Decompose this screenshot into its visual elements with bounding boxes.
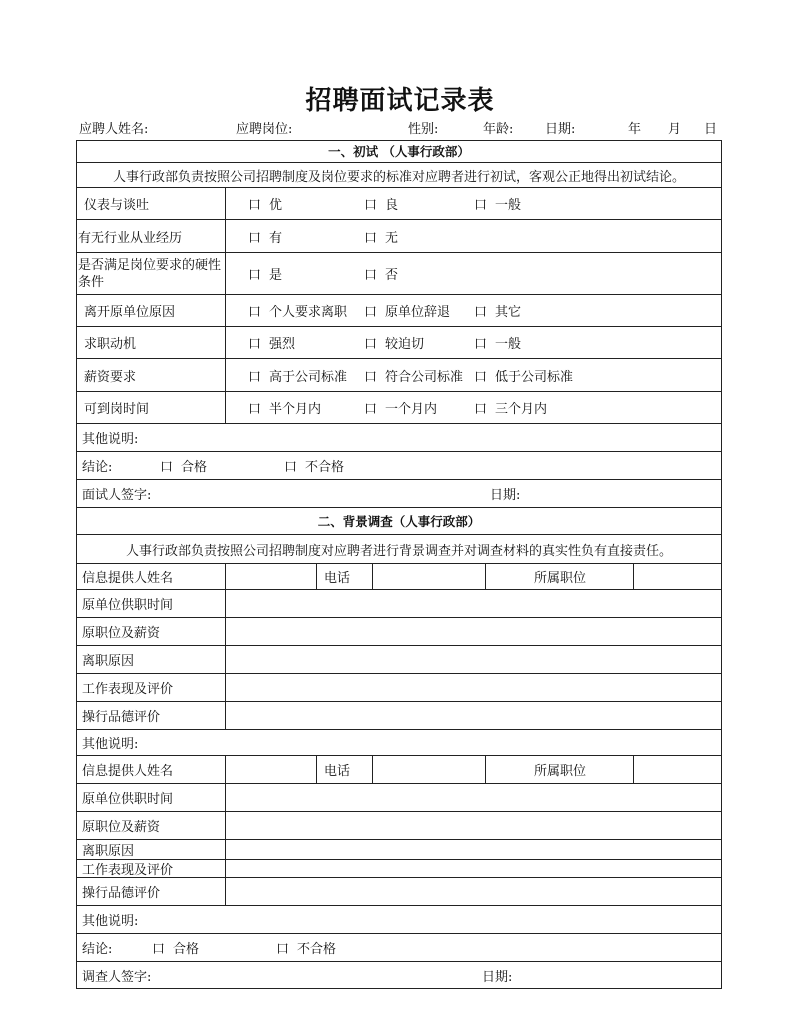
option-checkbox[interactable]: 口 个人要求离职 — [248, 305, 348, 320]
conclusion-row — [76, 452, 722, 480]
provider-row — [76, 564, 722, 590]
background-field-row[interactable] — [76, 590, 722, 618]
option-checkbox[interactable]: 口 强烈 — [248, 337, 296, 352]
option-checkbox[interactable]: 口 一般 — [474, 198, 522, 213]
field-label: 工作表现及评价 — [82, 863, 174, 878]
section2-intro: 人事行政部负责按照公司招聘制度对应聘者进行背景调查并对调查材料的真实性负有直接责任。 — [125, 543, 672, 559]
criteria-row — [76, 392, 722, 424]
field-label: 原单位供职时间 — [82, 598, 174, 613]
provider-name-label: 信息提供人姓名 — [82, 764, 174, 779]
fail-checkbox[interactable]: 口 不合格 — [276, 942, 337, 957]
option-checkbox[interactable]: 口 低于公司标准 — [474, 369, 574, 385]
criteria-label: 求职动机 — [84, 337, 137, 352]
criteria-row — [76, 295, 722, 327]
option-checkbox[interactable]: 口 一个月内 — [364, 402, 438, 417]
phone-label: 电话 — [324, 764, 351, 779]
background-field-row[interactable] — [76, 812, 722, 840]
section1-title: 一、初试 （人事行政部） — [328, 144, 470, 159]
investigator-sign-label: 调查人签字: — [82, 970, 152, 985]
criteria-label: 可到岗时间 — [84, 402, 150, 417]
option-checkbox[interactable]: 口 优 — [248, 198, 283, 213]
background-field-row[interactable] — [76, 840, 722, 860]
criteria-row — [76, 327, 722, 359]
other-notes-label: 其他说明: — [82, 914, 139, 929]
fail-checkbox[interactable]: 口 不合格 — [284, 460, 345, 475]
option-checkbox[interactable]: 口 一般 — [474, 337, 522, 352]
field-label: 离职原因 — [82, 844, 135, 859]
interviewer-sign-row[interactable] — [76, 480, 722, 508]
background-field-row[interactable] — [76, 878, 722, 906]
day-label: 日 — [704, 122, 718, 137]
other-notes-label: 其他说明: — [82, 737, 139, 752]
provider-position-label: 所属职位 — [534, 764, 587, 779]
option-checkbox[interactable]: 口 良 — [364, 198, 399, 213]
criteria-row — [76, 220, 722, 253]
phone-label: 电话 — [324, 571, 351, 586]
option-checkbox[interactable]: 口 较迫切 — [364, 337, 425, 352]
page-title: 招聘面试记录表 — [305, 86, 495, 116]
section2-intro-row — [76, 535, 722, 564]
other-notes-row[interactable] — [76, 424, 722, 452]
interviewer-sign-label: 面试人签字: — [82, 488, 152, 503]
conclusion-label: 结论: — [82, 942, 113, 957]
year-label: 年 — [628, 122, 642, 137]
option-checkbox[interactable]: 口 符合公司标准 — [364, 369, 464, 385]
provider-position-label: 所属职位 — [534, 571, 587, 586]
date-label: 日期: — [545, 122, 576, 137]
field-label: 操行品德评价 — [82, 886, 161, 901]
age-label: 年龄: — [483, 122, 514, 137]
background-field-row[interactable] — [76, 784, 722, 812]
field-label: 工作表现及评价 — [82, 682, 174, 697]
month-label: 月 — [668, 122, 682, 137]
field-label: 原职位及薪资 — [82, 626, 161, 641]
other-notes-label: 其他说明: — [82, 432, 139, 447]
investigator-sign-row[interactable] — [76, 962, 722, 989]
criteria-label: 有无行业从业经历 — [78, 230, 183, 246]
option-checkbox[interactable]: 口 三个月内 — [474, 402, 548, 417]
applicant-name-label: 应聘人姓名: — [79, 122, 149, 137]
provider-row — [76, 756, 722, 784]
field-label: 原单位供职时间 — [82, 792, 174, 807]
option-checkbox[interactable]: 口 高于公司标准 — [248, 369, 348, 385]
section1-intro-row — [76, 163, 722, 188]
background-field-row[interactable] — [76, 702, 722, 730]
option-checkbox[interactable]: 口 否 — [364, 268, 399, 283]
option-checkbox[interactable]: 口 是 — [248, 268, 283, 283]
criteria-label: 离开原单位原因 — [84, 305, 176, 320]
criteria-label: 是否满足岗位要求的硬性条件 — [78, 257, 222, 290]
conclusion-label: 结论: — [82, 460, 113, 475]
option-checkbox[interactable]: 口 有 — [248, 230, 283, 246]
field-label: 原职位及薪资 — [82, 820, 161, 835]
criteria-row — [76, 253, 722, 295]
option-checkbox[interactable]: 口 其它 — [474, 305, 522, 320]
position-label: 应聘岗位: — [236, 122, 293, 137]
criteria-row — [76, 188, 722, 220]
pass-checkbox[interactable]: 口 合格 — [160, 460, 208, 475]
option-checkbox[interactable]: 口 半个月内 — [248, 402, 322, 417]
other-notes-row[interactable] — [76, 730, 722, 756]
section1-title-row — [76, 140, 722, 163]
background-field-row[interactable] — [76, 674, 722, 702]
provider-name-label: 信息提供人姓名 — [82, 571, 174, 586]
other-notes-row[interactable] — [76, 906, 722, 934]
gender-label: 性别: — [408, 122, 439, 137]
background-field-row[interactable] — [76, 646, 722, 674]
option-checkbox[interactable]: 口 无 — [364, 230, 399, 246]
section1-intro: 人事行政部负责按照公司招聘制度及岗位要求的标准对应聘者进行初试，客观公正地得出初试结论。 — [112, 169, 685, 185]
sign-date-label: 日期: — [482, 970, 513, 985]
background-field-row[interactable] — [76, 860, 722, 878]
background-field-row[interactable] — [76, 618, 722, 646]
criteria-row — [76, 359, 722, 392]
section2-title-row — [76, 508, 722, 535]
pass-checkbox[interactable]: 口 合格 — [152, 942, 200, 957]
section2-title: 二、背景调查（人事行政部） — [317, 514, 481, 529]
sign-date-label: 日期: — [490, 488, 521, 503]
criteria-label: 薪资要求 — [84, 369, 137, 385]
criteria-label: 仪表与谈吐 — [84, 198, 150, 213]
option-checkbox[interactable]: 口 原单位辞退 — [364, 305, 451, 320]
field-label: 离职原因 — [82, 654, 135, 669]
field-label: 操行品德评价 — [82, 710, 161, 725]
conclusion-row — [76, 934, 722, 962]
